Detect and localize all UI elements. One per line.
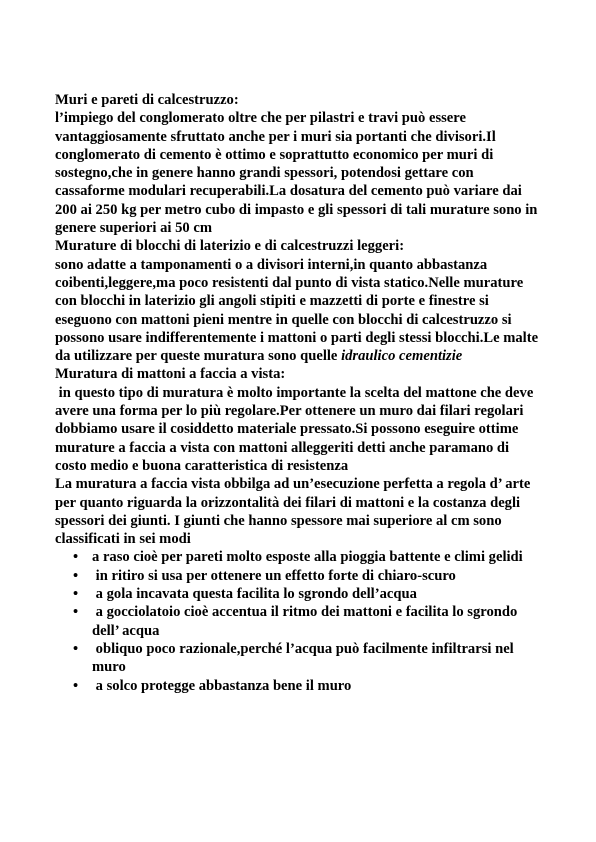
list-item-text: a solco protegge abbastanza bene il muro: [92, 677, 352, 694]
section-heading-blocchi: Murature di blocchi di laterizio e di calcestruzzi leggeri:: [55, 238, 405, 255]
list-item-text: a gola incavata questa facilita lo sgrondo dell’acqua: [92, 586, 417, 603]
bullet-icon: •: [73, 677, 79, 694]
list-item: [73, 567, 541, 585]
list-item: [73, 640, 541, 677]
list-item-text: in ritiro si usa per ottenere un effetto forte di chiaro-scuro: [92, 567, 456, 584]
list-item: [73, 548, 541, 566]
list-item: [73, 677, 541, 695]
section-heading-calcestruzzo: Muri e pareti di calcestruzzo:: [55, 92, 239, 108]
bullet-icon: •: [73, 586, 79, 603]
paragraph-blocchi-text: sono adatte a tamponamenti o a divisori interni,in quanto abbastanza coibenti,leggere,ma poco resistenti dal punto di vista statico.Nelle murature con blocchi in laterizio gli angoli stipiti e mazzetti di porte e finestre si eseguono con mattoni pieni mentre in quelle con blocchi di calcestruzzo si possono usare indifferentemente i mattoni o parti degli stessi blocchi.Le malte da utilizzare per queste muratura sono quelle: [55, 256, 539, 365]
bullet-icon: •: [73, 604, 79, 621]
list-item-text: obliquo poco razionale,perché l’acqua può facilmente infiltrarsi nel muro: [92, 640, 518, 676]
paragraph-giunti: La muratura a faccia vista obbilga ad un’esecuzione perfetta a regola d’ arte per quanto riguarda la orizzontalità dei filari di mattoni e la costanza degli spessori dei giunti. I giunti che hanno spessore mai superiore al cm sono classificati in sei modi: [55, 476, 531, 548]
paragraph-faccia-vista: in questo tipo di muratura è molto importante la scelta del mattone che deve avere una forma per lo più regolare.Per ottenere un muro dai filari regolari dobbiamo usare il cosiddetto materiale pressato.Si possono eseguire ottime murature a faccia a vista con mattoni alleggeriti detti anche paramano di costo medio e buona caratteristica di resistenza: [55, 384, 537, 474]
bullet-icon: •: [73, 640, 79, 657]
paragraph-blocchi-italic: idraulico cementizie: [341, 348, 463, 365]
paragraph-blocchi: [55, 256, 541, 366]
bullet-icon: •: [73, 549, 79, 566]
list-item-text: a gocciolatoio cioè accentua il ritmo dei mattoni e facilita lo sgrondo dell’ acqua: [92, 604, 521, 639]
list-item: [73, 603, 541, 640]
document-page: [55, 91, 541, 695]
giunti-list: [55, 548, 541, 694]
list-item: [73, 585, 541, 603]
list-item-text: a raso cioè per pareti molto esposte alla pioggia battente e climi gelidi: [92, 549, 523, 566]
bullet-icon: •: [73, 567, 79, 584]
section-heading-faccia-vista: Muratura di mattoni a faccia a vista:: [55, 366, 286, 383]
paragraph-calcestruzzo: l’impiego del conglomerato oltre che per pilastri e travi può essere vantaggiosamente sfruttato anche per i muri sia portanti che divisori.Il conglomerato di cemento è ottimo e soprattutto economico per muri di sostegno,che in genere hanno grandi spessori, potendosi gettare con cassaforme modulari recuperabili.La dosatura del cemento può variare dai 200 ai 250 kg per metro cubo di impasto e gli spessori di tali murature sono in genere superiori ai 50 cm: [55, 110, 538, 237]
